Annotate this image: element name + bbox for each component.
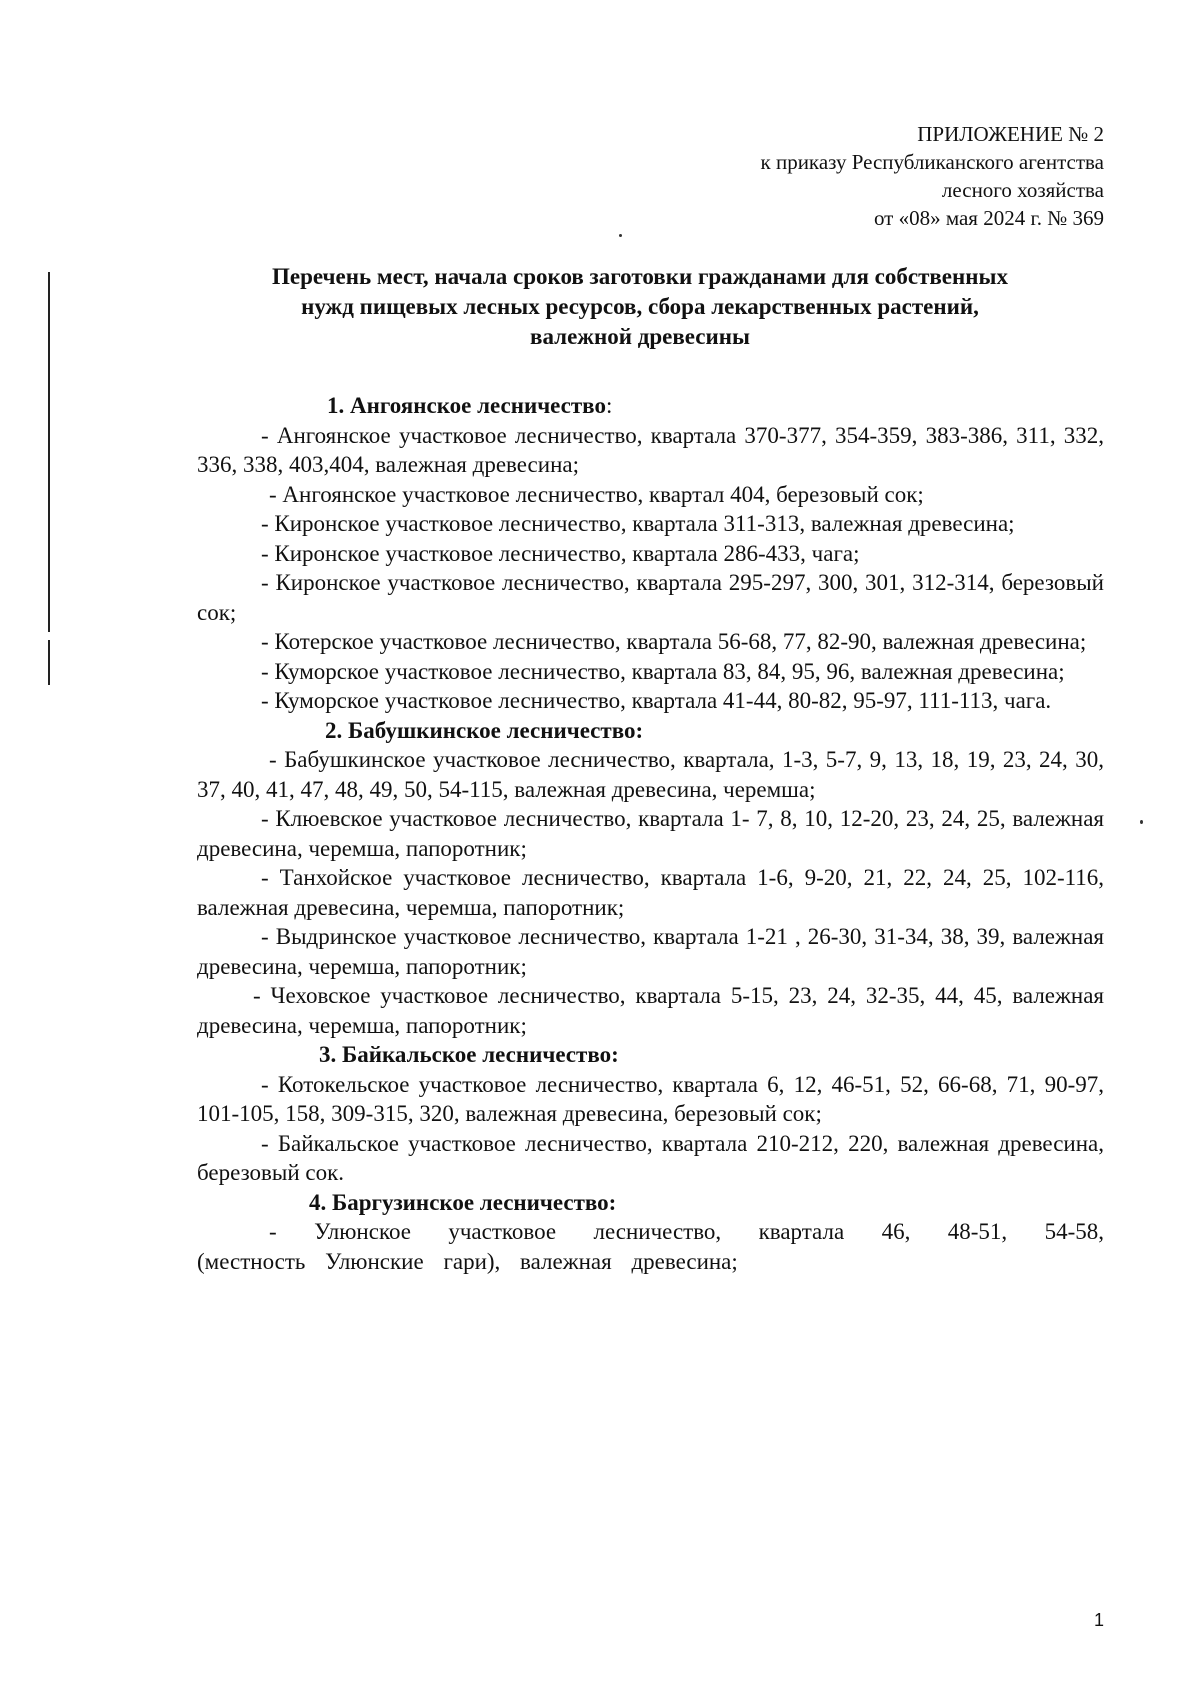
list-item: - Котерское участковое лесничество, квартала 56-68, 77, 82-90, валежная древесина; (261, 629, 1087, 654)
order-date: от «08» мая 2024 г. № 369 (873, 206, 1104, 230)
document-header (761, 120, 1105, 232)
list-item: - Котокельское участковое лесничество, квартала 6, 12, 46-51, 52, 66-68, 71, 90-97, 101-105, 158, 309-315, 320, валежная древесина, березовый сок; (197, 1071, 1104, 1126)
list-item: - Киронское участковое лесничество, квартала 311-313, валежная древесина; (261, 511, 1015, 536)
document-body (197, 391, 1104, 1276)
list-item: - Улюнское участковое лесничество, квартала 46, 48-51, 54-58, (местность Улюнские гари), валежная древесина; (197, 1219, 1104, 1274)
appendix-number: ПРИЛОЖЕНИЕ № 2 (917, 122, 1104, 146)
order-reference: к приказу Республиканского агентства (760, 150, 1104, 174)
page-number: 1 (1093, 1610, 1104, 1630)
document-title (160, 262, 1120, 352)
title-line: валежной древесины (530, 324, 750, 349)
list-item: - Чеховское участковое лесничество, квартала 5-15, 23, 24, 32-35, 44, 45, валежная древесина, черемша, папоротник; (197, 983, 1104, 1038)
list-item: - Клюевское участковое лесничество, квартала 1- 7, 8, 10, 12-20, 23, 24, 25, валежная древесина, черемша, папоротник; (197, 806, 1104, 861)
list-item: - Киронское участковое лесничество, квартала 295-297, 300, 301, 312-314, березовый сок; (197, 570, 1104, 625)
section-heading: 1. Ангоянское лесничество: (327, 393, 613, 418)
list-item: - Киронское участковое лесничество, квартала 286-433, чага; (261, 540, 860, 566)
scan-margin-mark (48, 640, 50, 685)
scan-dot (619, 234, 622, 237)
scan-dot (1140, 820, 1143, 824)
agency-name: лесного хозяйства (941, 178, 1104, 202)
list-item: - Бабушкинское участковое лесничество, квартала, 1-3, 5-7, 9, 13, 18, 19, 23, 24, 30, 37, 40, 41, 47, 48, 49, 50, 54-115, валежная древесина, черемша; (197, 747, 1104, 802)
list-item: - Байкальское участковое лесничество, квартала 210-212, 220, валежная древесина, березовый сок. (197, 1130, 1104, 1185)
list-item: - Ангоянское участковое лесничество, квартал 404, березовый сок; (269, 481, 924, 507)
section-heading: 3. Байкальское лесничество: (319, 1042, 619, 1067)
list-item: - Куморское участковое лесничество, квартала 83, 84, 95, 96, валежная древесина; (261, 658, 1065, 684)
list-item: - Ангоянское участковое лесничество, квартала 370-377, 354-359, 383-386, 311, 332, 336, 338, 403,404, валежная древесина; (197, 422, 1104, 477)
scan-margin-mark (48, 272, 50, 632)
section-heading: 2. Бабушкинское лесничество: (325, 717, 644, 743)
title-line: нужд пищевых лесных ресурсов, сбора лекарственных растений, (301, 294, 979, 319)
title-line: Перечень мест, начала сроков заготовки гражданами для собственных (272, 264, 1008, 289)
list-item: - Куморское участковое лесничество, квартала 41-44, 80-82, 95-97, 111-113, чага. (261, 688, 1052, 713)
list-item: - Выдринское участковое лесничество, квартала 1-21 , 26-30, 31-34, 38, 39, валежная древесина, черемша, папоротник; (197, 924, 1104, 979)
section-heading: 4. Баргузинское лесничество: (309, 1189, 617, 1215)
list-item: - Танхойское участковое лесничество, квартала 1-6, 9-20, 21, 22, 24, 25, 102-116, валежная древесина, черемша, папоротник; (197, 865, 1104, 920)
